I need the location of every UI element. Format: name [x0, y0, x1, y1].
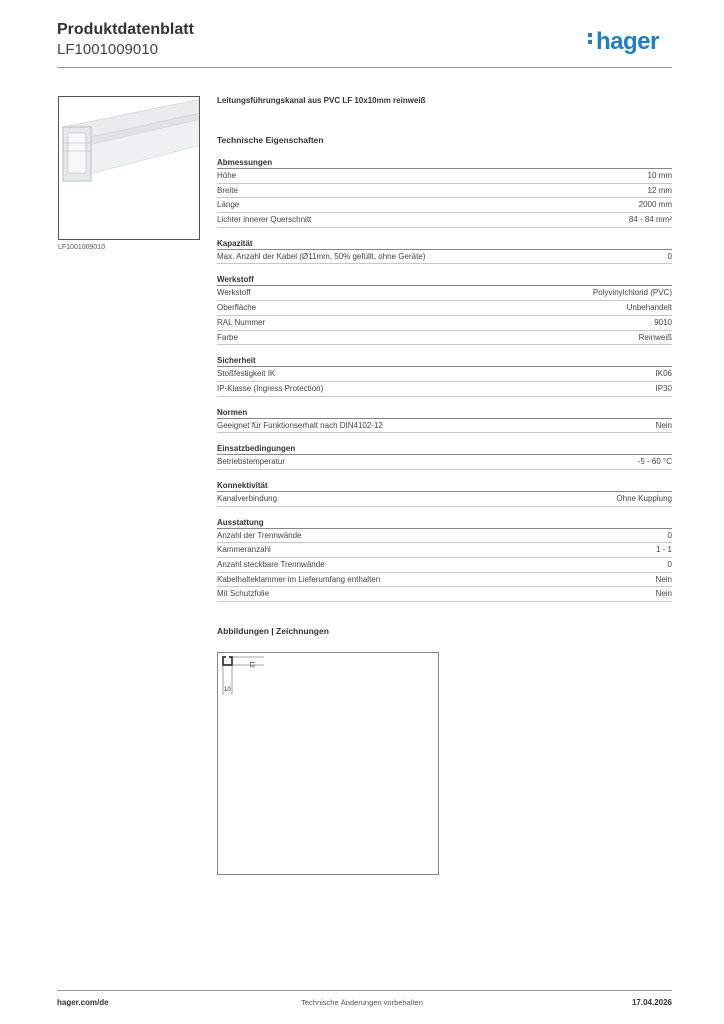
property-row: [217, 529, 672, 544]
product-image: [58, 96, 200, 240]
property-group: [217, 237, 672, 265]
property-label: Länge: [217, 200, 240, 210]
property-value: 2000 mm: [638, 200, 672, 210]
group-title: Abmessungen: [217, 156, 672, 169]
property-row: [217, 367, 672, 382]
property-value: 10 mm: [647, 171, 672, 180]
property-value: Ohne Kupplung: [616, 493, 672, 503]
group-title: Konnektivität: [217, 479, 672, 492]
property-value: 1 - 1: [655, 545, 672, 555]
property-value: -5 - 60 °C: [637, 457, 672, 467]
property-label: Breite: [217, 185, 238, 195]
property-label: Werkstoff: [217, 288, 251, 298]
property-row: [217, 455, 672, 470]
property-label: Kanalverbindung: [217, 493, 278, 503]
property-row: [217, 301, 672, 316]
logo-text: hager: [596, 28, 659, 55]
property-value: Nein: [655, 574, 672, 584]
property-label: Lichter innerer Querschnitt: [217, 215, 312, 225]
property-value: 84 - 84 mm²: [628, 215, 672, 225]
property-label: Stoßfestigkeit IK: [217, 369, 276, 379]
property-value: 0: [667, 560, 672, 569]
group-title: Sicherheit: [217, 354, 672, 367]
property-label: Betriebstemperatur: [217, 457, 286, 467]
property-row: [217, 198, 672, 213]
property-row: [217, 316, 672, 331]
property-row: [217, 382, 672, 397]
property-row: [217, 169, 672, 184]
property-label: Geeignet für Funktionserhalt nach DIN4102-12: [217, 420, 383, 430]
property-value: 9010: [654, 317, 672, 327]
property-value: Reinweiß: [638, 332, 672, 342]
property-row: [217, 331, 672, 346]
property-groups: [217, 156, 672, 602]
drawings-heading: Abbildungen | Zeichnungen: [217, 626, 329, 637]
profile-drawing-icon: [218, 653, 440, 876]
dim-width-label: 12: [248, 661, 254, 668]
property-value: Polyvinylchlorid (PVC): [592, 288, 672, 298]
property-row: [217, 286, 672, 301]
property-label: IP-Klasse (Ingress Protection): [217, 383, 324, 393]
footer-disclaimer: Technische Änderungen vorbehalten: [301, 998, 423, 1007]
property-group: [217, 273, 672, 345]
property-row: [217, 558, 672, 573]
group-title: Kapazität: [217, 237, 672, 250]
header-divider: [57, 67, 672, 68]
footer-website: hager.com/de: [57, 998, 109, 1007]
property-value: IK06: [655, 369, 672, 379]
property-label: Kammeranzahl: [217, 545, 271, 555]
property-row: [217, 587, 672, 602]
property-label: Kabelhalteklammer im Lieferumfang enthalten: [217, 574, 381, 584]
property-group: [217, 479, 672, 507]
property-label: Farbe: [217, 332, 238, 342]
property-value: Nein: [655, 420, 672, 430]
property-label: Max. Anzahl der Kabel (Ø11mm, 50% gefüllt, ohne Geräte): [217, 251, 426, 261]
property-row: [217, 250, 672, 265]
section-heading: Technische Eigenschaften: [217, 135, 324, 145]
property-row: [217, 543, 672, 558]
main-content: [217, 96, 672, 640]
footer-date: 17.04.2026: [631, 998, 672, 1007]
property-label: Mit Schutzfolie: [217, 589, 270, 599]
property-label: Höhe: [217, 171, 237, 180]
property-value: Nein: [655, 589, 672, 599]
property-value: 0: [667, 251, 672, 261]
property-group: [217, 156, 672, 228]
property-value: 0: [667, 530, 672, 540]
document-title: Produktdatenblatt: [57, 21, 194, 38]
hager-logo: [588, 28, 659, 56]
property-row: [217, 573, 672, 588]
property-row: [217, 419, 672, 434]
property-group: [217, 516, 672, 602]
property-value: IP30: [655, 383, 672, 393]
group-title: Werkstoff: [217, 273, 672, 286]
property-group: [217, 406, 672, 434]
image-caption: LF1001009010: [58, 244, 106, 251]
property-label: Anzahl steckbare Trennwände: [217, 560, 325, 569]
property-row: [217, 184, 672, 199]
group-title: Ausstattung: [217, 516, 672, 529]
property-label: Oberfläche: [217, 303, 257, 313]
group-title: Einsatzbedingungen: [217, 442, 672, 455]
cable-duct-illustration: [59, 97, 200, 240]
property-value: 12 mm: [647, 185, 672, 195]
technical-drawing: [217, 652, 439, 875]
document-header: [57, 20, 194, 59]
property-group: [217, 442, 672, 470]
article-number: LF1001009010: [57, 41, 158, 58]
dim-height-label: 10: [224, 687, 231, 693]
property-row: [217, 213, 672, 228]
product-name: Leitungsführungskanal aus PVC LF 10x10mm reinweiß: [217, 96, 426, 105]
property-label: RAL Nummer: [217, 317, 266, 327]
property-label: Anzahl der Trennwände: [217, 530, 302, 540]
logo-dots-icon: [588, 30, 594, 47]
group-title: Normen: [217, 406, 672, 419]
property-row: [217, 492, 672, 507]
footer-divider: [57, 990, 672, 991]
property-value: Unbehandelt: [626, 303, 672, 313]
property-group: [217, 354, 672, 396]
